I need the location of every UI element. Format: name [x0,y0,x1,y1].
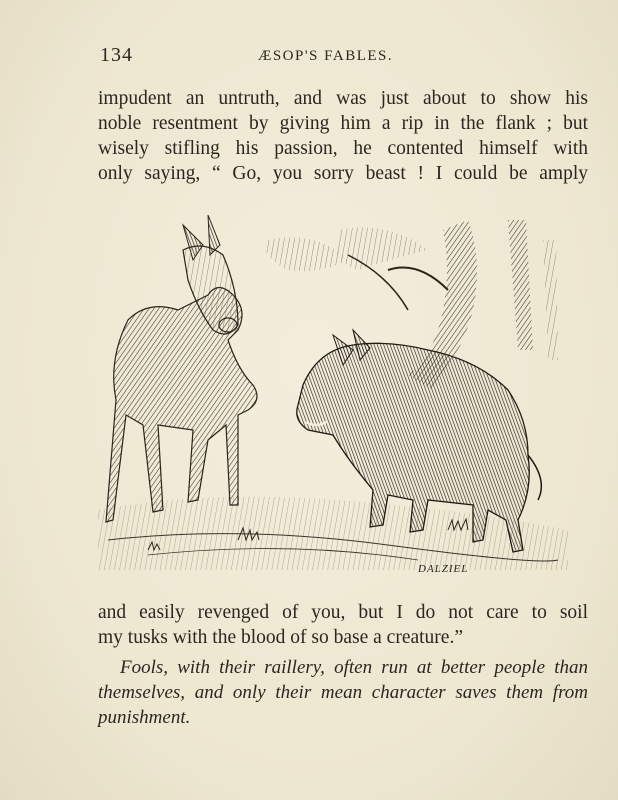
body-text-bottom [98,600,588,650]
body-text-top [98,86,588,186]
text-line: impudent an untruth, and was just about to show his [98,88,588,109]
moral-line: Fools, with their raillery, often run at better people than [120,657,588,678]
fable-illustration [88,200,578,585]
donkey [106,215,257,522]
page-header [100,44,580,70]
text-line: only saying, “ Go, you sorry beast ! I could be amply [98,163,588,184]
running-head: ÆSOP'S FABLES. [258,48,394,64]
moral-line: punishment. [98,707,191,728]
moral-text [98,655,588,730]
text-line: noble resentment by giving him a rip in the flank ; but [98,113,588,134]
text-line: wisely stifling his passion, he contented himself with [98,138,588,159]
page-number: 134 [100,44,133,66]
engraver-signature: DALZIEL [418,563,469,575]
moral-line: themselves, and only their mean character saves them from [98,682,588,703]
text-line: and easily revenged of you, but I do not care to soil [98,602,588,623]
text-line: my tusks with the blood of so base a creature.” [98,627,463,648]
